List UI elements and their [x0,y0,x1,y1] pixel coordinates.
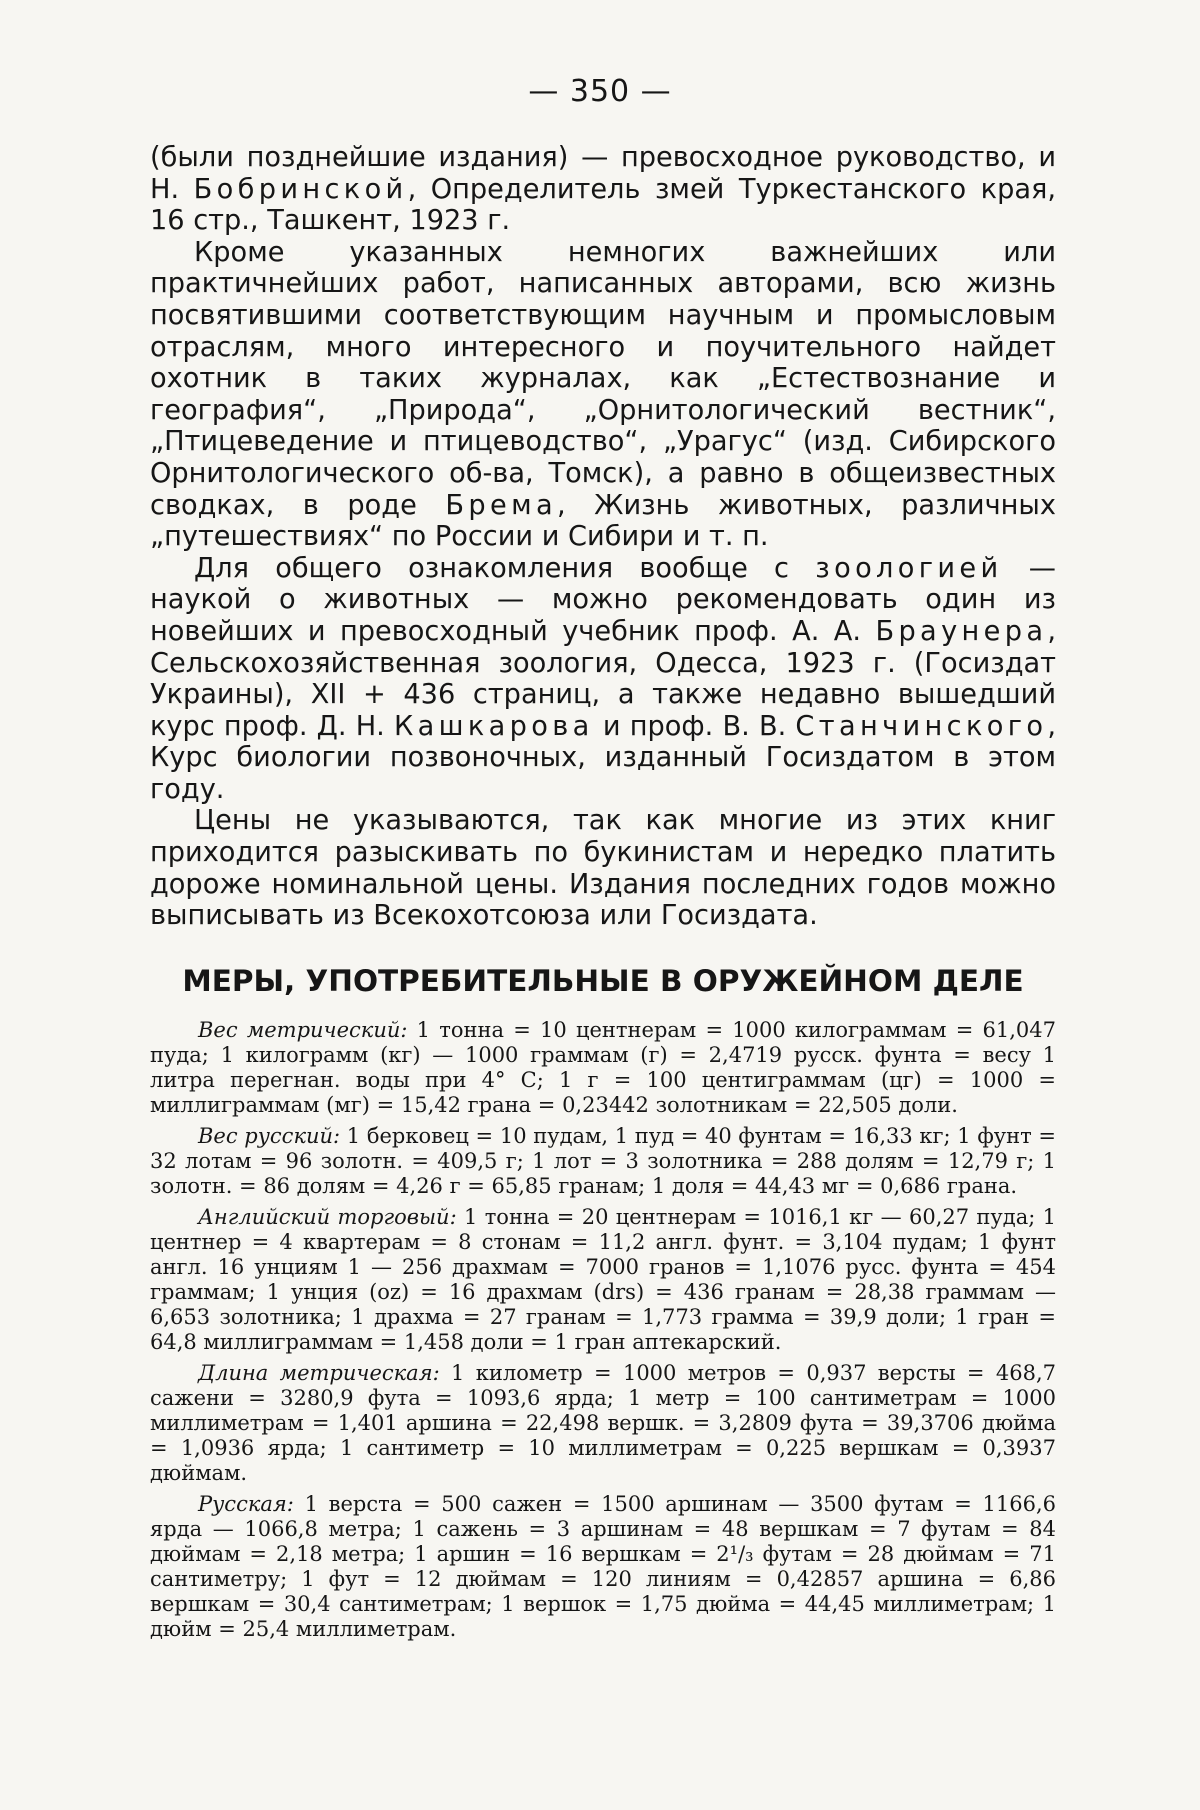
text-run: , Определитель змей Туркестанского края, 16 стр., Ташкент, 1923 г. [150,173,1056,237]
text-run: , Жизнь животных, различных „путешествиях“ по России и Сибири и т. п. [150,489,1056,553]
measure-entry [150,1018,1056,1118]
measure-heading: Вес метрический: [198,1018,408,1042]
text-run: Цены не указываются, так как многие из этих книг приходится разыскивать по букинистам и нередко платить дороже номинальной цены. Издания последних годов можно выписывать из Всекохотсоюза или Госиздата. [150,805,1056,932]
measure-text: 1 тонна = 20 центнерам = 1016,1 кг — 60,27 пуда; 1 центнер = 4 квартерам = 8 стонам = 11,2 англ. фунт. = 3,104 пудам; 1 фунт англ. 16 унциям 1 — 256 драхмам = 7000 гранов = 1,1076 русс. фунта = 454 граммам; 1 унция (oz) = 16 драхмам (drs) = 436 гранам = 28,38 граммам — 6,653 золотника; 1 драхма = 27 гранам = 1,773 грамма = 39,9 доли; 1 гран = 64,8 миллиграммам = 1,458 доли = 1 гран аптекарский. [150,1205,1057,1354]
measures-list [150,1018,1056,1648]
measure-entry [150,1492,1056,1642]
text-run: , Курс биологии позвоночных, изданный Госиздатом в этом году. [150,710,1056,805]
text-run: и проф. В. В. [593,710,796,742]
measure-heading: Русская: [198,1492,294,1516]
measure-entry [150,1124,1056,1199]
measure-heading: Вес русский: [198,1124,341,1148]
measure-heading: Длина метрическая: [198,1361,440,1385]
author-name: Брема [445,489,557,521]
author-name: Станчинского [795,710,1048,742]
page-number: — 350 — [528,74,672,109]
paragraph-zoology [150,553,1056,806]
author-name: Кашкарова [394,710,594,742]
author-name: Браунера [875,615,1048,647]
measure-heading: Английский торговый: [198,1205,457,1229]
measure-text: 1 километр = 1000 метров = 0,937 версты = 468,7 сажени = 3280,9 фута = 1093,6 ярда; 1 метр = 100 сантиметрам = 1000 миллиметрам = 1,401 аршина = 22,498 вершк. = 3,2809 фута = 39,3706 дюйма = 1,0936 ярда; 1 сантиметр = 10 миллиметрам = 0,225 вершкам = 0,3937 дюймам. [150,1361,1056,1485]
paragraph-literature-1 [150,142,1056,237]
text-run: — наукой о животных — можно рекомендовать один из новейших и превосходный учебник проф. А. А. [150,552,1056,647]
body-text [150,142,1056,932]
text-run: (были позднейшие издания) — превосходное руководство, и Н. [150,142,1056,205]
measure-text: 1 берковец = 10 пудам, 1 пуд = 40 фунтам = 16,33 кг; 1 фунт = 32 лотам = 96 золотн. = 409,5 г; 1 лот = 3 золотника = 288 долям = 12,79 г; 1 золотн. = 86 долям = 4,26 г = 65,85 гранам; 1 доля = 44,43 мг = 0,686 грана. [150,1124,1057,1198]
measure-entry [150,1361,1056,1486]
emphasis-term: зоологией [815,552,1003,584]
measure-text: 1 верста = 500 сажен = 1500 аршинам — 3500 футам = 1166,6 ярда — 1066,8 метра; 1 сажень = 3 аршинам = 48 вершкам = 7 футам = 84 дюймам = 2,18 метра; 1 аршин = 16 вершкам = 2¹/₃ футам = 28 дюймам = 71 сантиметру; 1 фут = 12 дюймам = 120 линиям = 0,42857 аршина = 6,86 вершкам = 30,4 сантиметрам; 1 вершок = 1,75 дюйма = 44,45 миллиметрам; 1 дюйм = 25,4 миллиметрам. [150,1492,1056,1641]
measure-text: 1 тонна = 10 центнерам = 1000 килограммам = 61,047 пуда; 1 килограмм (кг) — 1000 граммам (г) = 2,4719 русск. фунта = весу 1 литра перегнан. воды при 4° С; 1 г = 100 центиграммам (цг) = 1000 = миллиграммам (мг) = 15,42 грана = 0,23442 золотникам = 22,505 доли. [150,1018,1056,1117]
author-name: Бобринской [193,173,408,205]
text-run: Кроме указанных немногих важнейших или практичнейших работ, написанных авторами, всю жизнь посвятившими соответствующим научным и промысловым отраслям, много интересного и поучительного найдет охотник в таких журналах, как „Естествознание и география“, „Природа“, „Орнитологический вестник“, „Птицеведение и птицеводство“, „Урагус“ (изд. Сибирского Орнитологического об-ва, Томск), а равно в общеизвестных сводках, в роде [150,236,1056,521]
measure-entry [150,1205,1056,1355]
paragraph-journals [150,237,1056,553]
section-title: МЕРЫ, УПОТРЕБИТЕЛЬНЫЕ В ОРУЖЕЙНОМ ДЕЛЕ [182,964,1024,998]
text-run: Для общего ознакомления вообще с [194,552,816,584]
text-run: , Сельскохозяйственная зоология, Одесса, 1923 г. (Госиздат Украины), XII + 436 страниц, а также недавно вышедший курс проф. Д. Н. [150,615,1056,742]
paragraph-prices [150,805,1056,931]
